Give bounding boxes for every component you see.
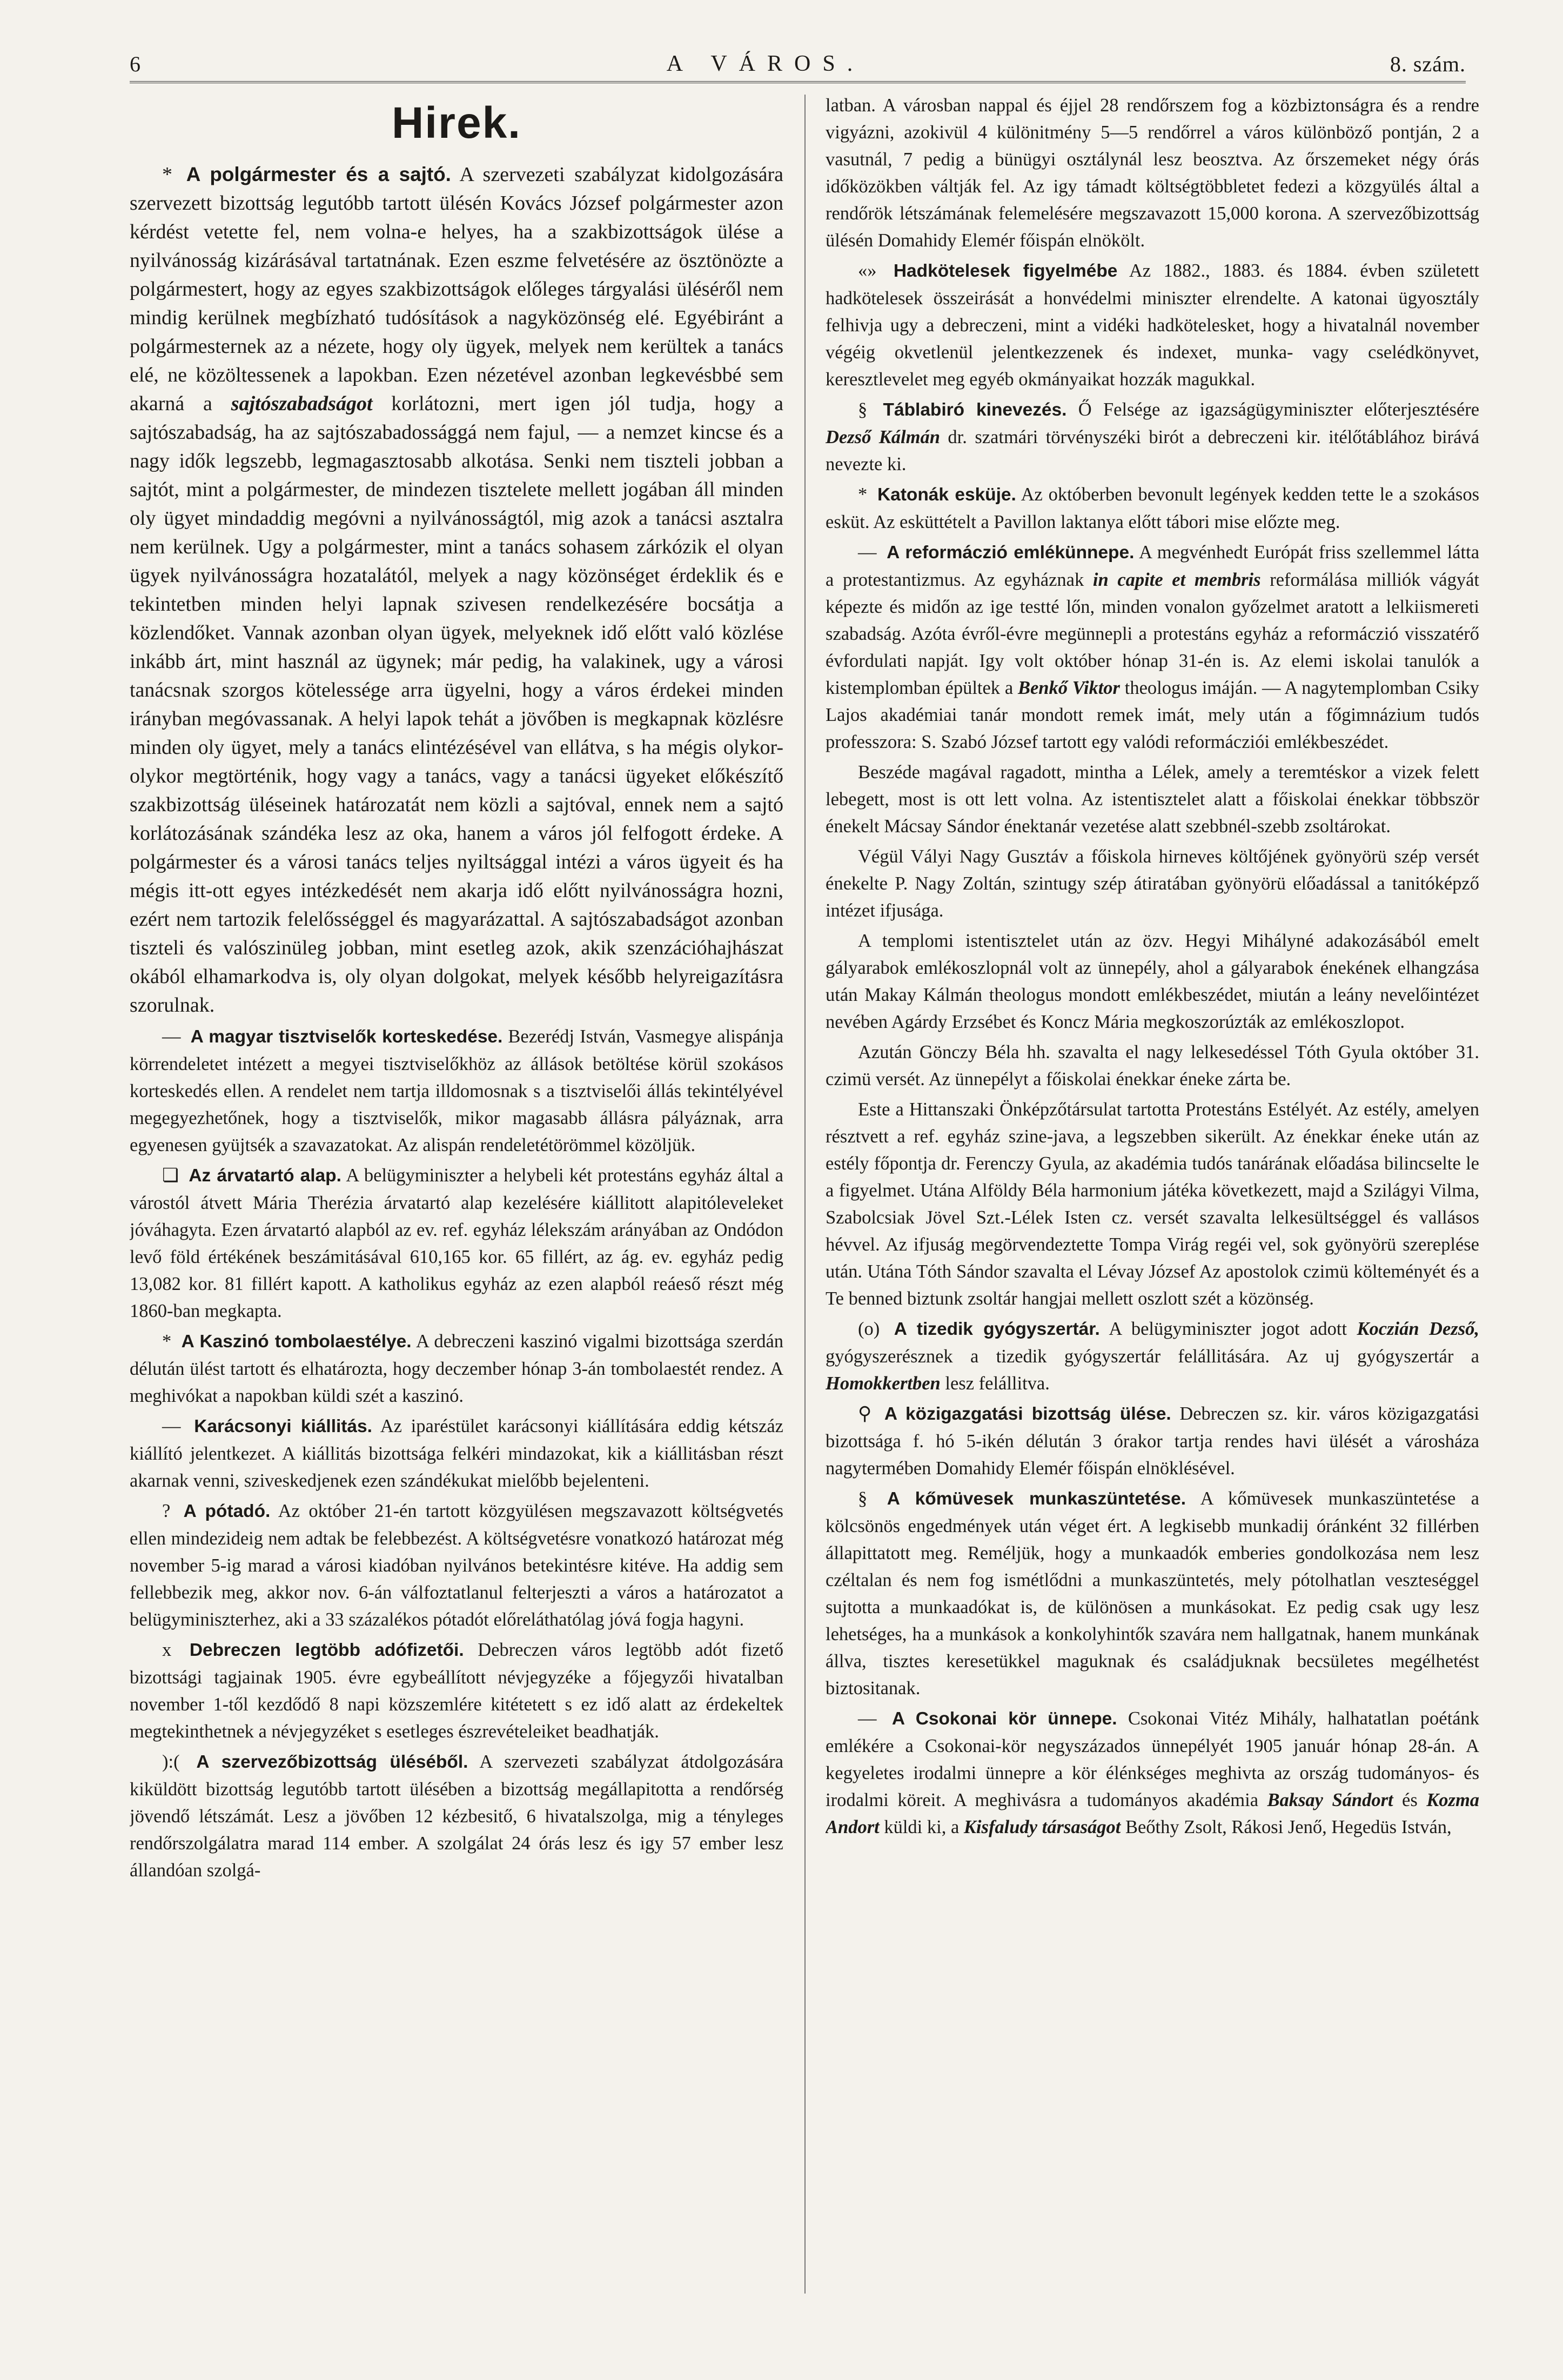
item-headline: A Kaszinó tombolaestélye. [181,1332,412,1352]
running-head [130,39,1466,77]
item-emphasis: Dezső Kálmán [826,427,940,447]
item-mark: ⚲ [858,1403,872,1424]
item-mark: * [858,484,868,505]
paragraph: Este a Hittanszaki Önképzőtársulat tartotta Protestáns Estélyét. Az estély, amelyen résztvett a ref. egyház szine-java, a legszebben sikerült. Az énekkar éneke után az estély főpontja dr. Ferenczy Gyula, az akadémia tudós tanárának előadása bilincselte le a figyelmet. Utána Alföldy Béla harmonium játéka következett, majd a Szilágyi Vilma, Szabolcsiak Jövel Szt.-Lélek Isten cz. versét szavalta lelkesültséggel és vallásos hévvel. Az ifjuság megörvendeztette Tompa Virág regéi vel, sok gyönyörü szereplése után. Utána Tóth Sándor szavalta el Lévay József Az apostolok czimü költeményét és a Te benned biztunk zsoltár hangjai mellett oszlott szét a közönség. [826,1099,1479,1309]
item-text: Az októberben bevonult legények kedden tette le a szokásos esküt. Az esküttételt a Pavillon laktanya előtt tábori mise előzte meg. [826,484,1479,532]
left-column [130,92,783,2315]
item-text: A belügyminiszter a helybeli két protestáns egyház által a várostól átvett Mária Therézia árvatartó alap kezelésére kiállitott alapitóleveleket jóváhagyta. Ezen árvatartó alapból az ev. ref. egyház lélekszám arányában az Ondódon levő föld értékének beszámitásával 610,165 kor. 65 fillért, az ág. ev. egyház pedig 13,082 kor. 81 fillért kapott. A katholikus egyház az ezen alapból reáeső részt még 1860-ban megkapta. [130,1165,783,1321]
news-item-kozigazgatasi [826,1400,1479,1482]
item-mark: «» [858,260,877,281]
item-headline: Hadkötelesek figyelmébe [893,261,1118,281]
item-text: küldi ki, a [884,1817,960,1837]
item-mark: — [858,1708,877,1729]
item-headline: A szervezőbizottság üléséből. [196,1752,468,1772]
item-mark: — [162,1026,181,1047]
news-item-tablabiro [826,396,1479,478]
news-item-gyogyszertar [826,1315,1479,1397]
item-headline: A reformáczió emlékünnepe. [887,543,1135,563]
item-headline: A tizedik gyógyszertár. [894,1319,1100,1339]
section-title: Hirek. [392,98,521,148]
item-text: theologus imáján. — A nagytemplomban Csiky Lajos akadémiai tanár mondott remek imát, mely után a főgimnázium tudós professzora: S. Szabó József tartott egy valódi reformácziói emlékbeszédet. [826,678,1479,752]
publication-title: A VÁROS. [666,51,865,76]
item-headline: Táblabiró kinevezés. [883,400,1067,420]
news-item-adofizetok [130,1636,783,1745]
item-mark: ):( [162,1751,180,1772]
item-emphasis: Homokkertben [826,1373,941,1394]
item-emphasis: Koczián Dezső, [1357,1319,1479,1339]
item-emphasis: Kisfaludy társaságot [963,1817,1121,1837]
item-mark: ❏ [162,1165,179,1186]
item-text: A szervezeti szabályzat kidolgozására szervezett bizottság legutóbb tartott ülésén Kovács József polgármester azon kérdést vetette fel, nem volna-e helyes, ha a szakbizottságok ülése a nyilvánosság kizárásával tartatnának. Ezen eszme felvetésére az ösztönözte a polgármestert, hogy az egyes szakbizottságok előleges tárgyalási üléséről nem mindig kerülnek megbízható tudósítások a nagyközönség elé. Egyébiránt a polgármesternek az a nézete, hogy oly ügyek, melyek nem kerültek a tanács elé, ne közöltessenek a lapokban. Ezen nézetével azonban legkevésbbé sem akarná a [130,163,783,415]
item-text: Az iparéstület karácsonyi kiállítására eddig kétszáz kiállító jelentkezet. A kiállitás bizottsága felkéri mindazokat, kik a kiállitásban részt akarnak venni, sziveskedjenek ezen szándékukat mielőbb bejelenteni. [130,1416,783,1491]
item-emphasis: Kozma Andort [826,1790,1479,1837]
item-text: lesz felállitva. [945,1373,1050,1394]
news-item-csokonai [826,1705,1479,1841]
item-text: Az október 21-én tartott közgyülésen megszavazott költségvetés ellen mindezideig nem adtak be felebbezést. A költségvetésre vonatkozó határozat még november 5-ig marad a városi kiadóban nyilvános betekintésre kitéve. Ha addig sem fellebbezik meg, akkor nov. 6-án válfoztatlanul felterjeszti a város a határozatot a belügyminiszterhez, aki a 33 százalékos pótadót előreláthatólag jóvá fogja hagyni. [130,1501,783,1630]
item-text: korlátozni, mert igen jól tudja, hogy a sajtószabadság, ha az sajtószabadossággá nem fajul, — a nemzet kincse és a nagy idők legszebb, legmagasztosabb alkotása. Senki nem tiszteli jobban a sajtót, mint a polgármester, de mindezen tisztelete mellett jogában áll minden oly ügyet mindaddig megóvni a nyilvánosságtól, mig azok a tanácsi asztalra nem kerülnek. Ugy a polgármester, mint a tanács sohasem zárkózik el olyan ügyek nyilvánosságra hozatalától, melyek a nagy közönséget érdeklik és e tekintetben minden helyi lapnak szivesen rendelkezésére bocsátja a közlendőket. Vannak azonban olyan ügyek, melyeknek idő előtt való közlése inkább árt, mint használ az ügynek; már pedig, ha valakinek, ugy a városi tanácsnak szorgos kötelessége arra ügyelni, hogy a város érdekei minden irányban megóvassanak. A helyi lapok tehát a jövőben is megkapnak közlésre minden oly ügyet, mely a tanács elintézésével van ellátva, s ha mégis olykor-olykor megtörténik, hogy vagy a tanács, vagy a tanácsi ügyeket előkészítő szakbizottság üléseinek határozatát nem közli a sajtóval, ennek nem a sajtó korlátozásának szándéka lesz az oka, hanem a város jól felfogott érdeke. A polgármester és a városi tanács teljes nyiltsággal intézi a város ügyeit és ha mégis itt-ott egyes intézkedését nem akarja idő előtt nyilvánosságra hozni, ezért nem tartozik felelősséggel és magyarázattal. A sajtószabadságot azonban tiszteli és valószinüleg jobban, mint esetleg azok, akik szenzációhajhászat okából elhamarkodva is, oly olyan dolgokat, melyek később helyreigazításra szorulnak. [130,392,783,1017]
item-text: gyógyszerésznek a tizedik gyógyszertár felállitására. Az uj gyógyszertár a [826,1346,1479,1367]
item-mark: § [858,1488,868,1509]
news-item-hadkotelesek [826,257,1479,393]
item-mark: — [162,1416,181,1436]
item-text: Az 1882., 1883. és 1884. évben született hadkötelesek összeirását a honvédelmi miniszter elrendelte. A katonai ügyosztály felhivja ugy a debreczeni, mint a vidéki hadkötelesket, hogy a hivatalnál november végéig okvetlenül jelentkezzenek és indexet, munka- vagy cselédkönyvet, keresztlevelet meg egyéb okmányaikat hozzák magukkal. [826,260,1479,390]
item-emphasis: in capite et membris [1092,570,1261,590]
item-headline: A polgármester és a sajtó. [186,163,451,185]
header-rule [130,81,1466,83]
item-headline: A magyar tisztviselők korteskedése. [190,1027,503,1047]
paragraph: A templomi istentisztelet után az özv. Hegyi Mihályné adakozásából emelt gályarabok emlékoszlopnál volt az ünnepély, ahol a gályarabok énekének elhangzása után Makay Kálmán theologus mondott emlékbeszédet, miután a leány nevelőintézet nevében Agárdy Erzsébet és Koncz Mária megkoszorúzták az emlékoszlopot. [826,931,1479,1032]
item-headline: Karácsonyi kiállitás. [194,1416,372,1436]
news-item-arvatarto [130,1162,783,1325]
item-emphasis: sajtószabadságot [231,392,373,415]
item-text: Csokonai Vitéz Mihály, halhatatlan poétánk emlékére a Csokonai-kör negyszázados ünnepélyét 1905 január hónap 28-án. A kegyeletes irodalmi ünnepre a kör élénkséges meghivta az ország tudományos- és irodalmi köreit. A meghivásra a tudományos akadémia [826,1708,1479,1810]
item-mark: * [162,1331,172,1352]
item-headline: A Csokonai kör ünnepe. [891,1709,1117,1729]
item-headline: A közigazgatási bizottság ülése. [884,1404,1171,1424]
news-item-tisztviselok [130,1023,783,1159]
item-text: reformálása milliók vágyát képezte és midőn az ige testté lőn, minden vonalon győzelmet aratott a lelkiismereti szabadság. Azóta évről-évre megünnepli a protestáns egyház a reformáczió visszatérő évfordulati napját. Igy volt október hónap 31-én is. Az elemi iskolai tanulók a kistemplomban épültek a [826,570,1479,698]
paragraph: Végül Vályi Nagy Gusztáv a főiskola hirneves költőjének gyönyörü szép versét énekelte P. Nagy Zoltán, szintugy szép átiratában gyönyörü előadással a tanitóképző intézet ifjusága. [826,846,1479,921]
news-item-komuvesek [826,1485,1479,1702]
paragraph: Azután Gönczy Béla hh. szavalta el nagy lelkesedéssel Tóth Gyula október 31. czimü versét. Az ünnepélyt a főiskolai énekkar éneke zárta be. [826,1042,1479,1089]
news-item-potado [130,1497,783,1633]
item-text: Ő Felsége az igazságügyminiszter előterjesztésére [1078,399,1479,420]
item-text: A megvénhedt Európát friss szellemmel látta a protestantizmus. Az egyháznak [826,542,1479,590]
item-emphasis: Baksay Sándort [1267,1790,1393,1810]
paragraph: Beszéde magával ragadott, mintha a Lélek, amely a teremtéskor a vizek felett lebegett, most is ott lett volna. Az istentisztelet alatt a főiskolai énekkar többször énekelt Mácsay Sándor énektanár vezetése alatt szebbnél-szebb zsoltárokat. [826,762,1479,837]
item-text: A szervezeti szabályzat átdolgozására kiküldött bizottság legutóbb tartott ülésében a bizottság megállapitotta a rendőrség jövendő létszámát. Lesz a jövőben 12 kézbesitő, 6 hivatalszolga, mig a tényleges rendőrszolgálatra marad 114 ember. A szolgálat 24 órás lesz és igy 57 ember lesz állandóan szolgá- [130,1751,783,1881]
news-item-reformacio [826,539,1479,756]
item-mark: — [858,542,877,563]
item-mark: (o) [858,1319,880,1339]
item-text: Debreczen város legtöbb adót fizető bizottsági tagjainak 1905. évre egybeállított névjegyzéke a főjegyzői hivatalban november 1-től kezdődő 8 napi közszemlére kitétetett s ez idő alatt az érdekeltek megtekinthetnek a névjegyzéket s esetleges észrevételeiket beadhatják. [130,1640,783,1742]
item-mark: * [162,163,172,186]
item-mark: ? [162,1501,171,1521]
item-headline: Katonák esküje. [877,485,1016,505]
news-item-polgarmester [130,160,783,1020]
item-text: A debreczeni kaszinó vigalmi bizottsága szerdán délután ülést tartott és elhatározta, hogy deczember hónap 3-án tombolaestét rendez. A meghivókat a napokban küldi szét a kaszinó. [130,1331,783,1406]
page-number: 6 [130,52,141,76]
column-divider [804,95,806,2294]
right-column [826,92,1479,2315]
item-headline: A pótadó. [183,1501,271,1521]
item-text: Debreczen sz. kir. város közigazgatási bizottsága f. hó 5-ikén délután 3 órakor tartja rendes havi ülését a városháza nagytermében Domahidy Elemér főispán elnöklésével. [826,1403,1479,1479]
issue-number: 8. szám. [1390,52,1466,76]
continued-text: latban. A városban nappal és éjjel 28 rendőrszem fog a közbiztonságra és a rendre vigyázni, azokivül 4 különitmény 5—5 rendőrrel a város különböző pontján, 2 a vasutnál, 7 pedig a bünügyi osztálynál lesz beosztva. Az őrszemeket négy órás időközökben váltják fel. Az igy támadt költségtöbbletet fedezi a közgyülés által a rendőrök létszámának felemelésére megszavazott 15,000 korona. A szervezőbizottság ülésén Domahidy Elemér főispán elnökölt. [826,95,1479,251]
item-text: és [1402,1790,1418,1810]
item-text: A kőmüvesek munkaszüntetése a kölcsönös engedmények után véget ért. A legkisebb munkadij óránként 32 fillérben állapittatott meg. Reméljük, hogy a munkaadók emberies gondolkozása nem lesz czéltalan és nem fog ismétlődni a munkaszüntetés, mely pótolhatlan veszteséggel sujtotta a munkaadókat is, de különösen a munkásokat. Ez pedig csak ugy lesz lehetséges, ha a munkások a konkolyhintők szavára nem hallgatnak, hanem munkának állva, tisztes keresetükkel maguknak és családjuknak becsületes megélhetést biztositanak. [826,1488,1479,1699]
item-mark: x [162,1640,172,1660]
item-mark: § [858,399,868,420]
news-item-katonak [826,481,1479,536]
item-headline: A kőmüvesek munkaszüntetése. [887,1489,1186,1509]
item-text: A belügyminiszter jogot adott [1109,1319,1347,1339]
item-headline: Debreczen legtöbb adófizetői. [189,1640,464,1660]
item-text: Beőthy Zsolt, Rákosi Jenő, Hegedüs István, [1125,1817,1452,1837]
news-item-szervezobizottsag [130,1748,783,1884]
news-item-karacsonyi [130,1413,783,1494]
item-emphasis: Benkő Viktor [1017,678,1120,698]
item-text: Bezerédj István, Vasmegye alispánja körrendeletet intézett a megyei tisztviselőkhöz az állások betöltése körül szokásos korteskedés ellen. A rendelet nem tartja illdomosnak s a tisztviselői állás tekintélyével megegyezhetőnek, hogy a tisztviselők, mikor magasabb állásra pályáznak, arra egyenesen gyüjtsék a szavazatokat. Az alispán rendeletétörömmel közöljük. [130,1026,783,1155]
news-item-kaszino [130,1328,783,1409]
item-headline: Az árvatartó alap. [189,1166,341,1186]
item-text: dr. szatmári törvényszéki birót a debreczeni kir. itélőtáblához birává nevezte ki. [826,427,1479,474]
